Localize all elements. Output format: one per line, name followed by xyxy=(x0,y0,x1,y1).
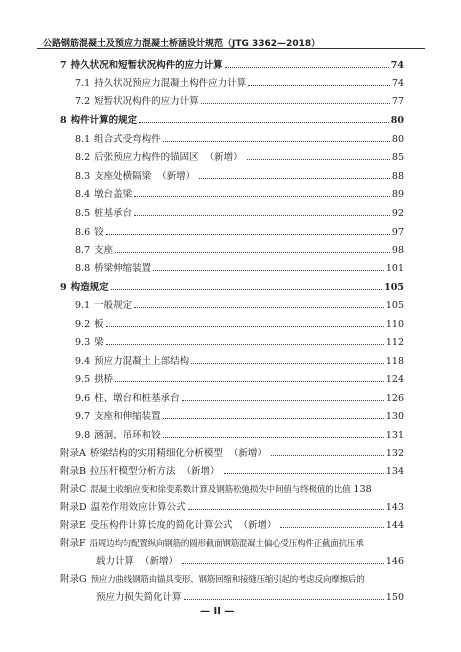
toc-entry-continuation[interactable]: 载力计算 （新增） 146 xyxy=(96,556,404,567)
toc-entry[interactable]: 8.1 组合式受弯构件 80 xyxy=(75,134,404,145)
toc-entry[interactable]: 附录C 混凝土收缩应变和徐变系数计算及钢筋松弛损失中间值与终极值的比值 138 xyxy=(60,484,372,495)
toc-entry[interactable]: 8.2 后张预应力构件的锚固区 （新增） 85 xyxy=(75,152,404,163)
page-number: — II — xyxy=(200,606,235,617)
toc-entry[interactable]: 附录D 温差作用效应计算公式 143 xyxy=(60,502,404,513)
toc-entry[interactable]: 附录B 拉压杆模型分析方法 （新增） 134 xyxy=(60,466,404,477)
toc-entry[interactable]: 7.2 短暂状况构件的应力计算 77 xyxy=(75,96,404,107)
toc-entry[interactable]: 9.4 预应力混凝土上部结构 118 xyxy=(75,356,404,367)
new-badge: （新增） xyxy=(140,556,179,567)
new-badge: （新增） xyxy=(157,171,196,182)
toc-entry[interactable]: 附录G 预应力曲线钢筋由锚具变形、钢筋回缩和接缝压缩引起的考虑反向摩擦后的 xyxy=(60,574,365,585)
toc-entry[interactable]: 9.8 涵洞、吊环和铰 131 xyxy=(75,430,404,441)
header-rule xyxy=(37,48,425,49)
toc-entry-continuation[interactable]: 预应力损失简化计算 150 xyxy=(96,592,404,603)
toc-entry[interactable]: 8.5 桩基承台 92 xyxy=(75,208,404,219)
toc-entry[interactable]: 8 构件计算的规定 80 xyxy=(60,115,404,126)
toc-entry[interactable]: 附录A 桥梁结构的实用精细化分析模型 （新增） 132 xyxy=(60,448,404,459)
toc-entry[interactable]: 附录F 沿周边均匀配置纵向钢筋的圆形截面钢筋混凝土偏心受压构件正截面抗压承 xyxy=(60,538,364,549)
toc-entry[interactable]: 7 持久状况和短暂状况构件的应力计算 74 xyxy=(60,60,404,71)
toc-entry[interactable]: 附录E 受压构件计算长度的简化计算公式 （新增） 144 xyxy=(60,520,404,531)
toc-entry[interactable]: 8.7 支座 98 xyxy=(75,245,404,256)
toc-entry[interactable]: 9.5 拱桥 124 xyxy=(75,374,404,385)
toc-entry[interactable]: 9 构造规定 105 xyxy=(60,282,404,293)
toc-entry[interactable]: 7.1 持久状况预应力混凝土构件应力计算 74 xyxy=(75,78,404,89)
toc-entry[interactable]: 9.1 一般规定 105 xyxy=(75,300,404,311)
toc-entry[interactable]: 8.3 支座处横隔梁 （新增） 88 xyxy=(75,171,404,182)
new-badge: （新增） xyxy=(204,152,243,163)
toc-entry[interactable]: 8.4 墩台盖梁 89 xyxy=(75,189,404,200)
new-badge: （新增） xyxy=(228,448,267,459)
toc-entry[interactable]: 8.8 桥梁伸缩装置 101 xyxy=(75,263,404,274)
toc-entry[interactable]: 9.7 支座和伸缩装置 130 xyxy=(75,411,404,422)
running-header: 公路钢筋混凝土及预应力混凝土桥涵设计规范（JTG 3362—2018） xyxy=(43,39,321,49)
toc-entry[interactable]: 9.6 柱、墩台和桩基承台 126 xyxy=(75,393,404,404)
toc-entry[interactable]: 9.2 板 110 xyxy=(75,319,404,330)
toc-entry[interactable]: 9.3 梁 112 xyxy=(75,337,404,348)
toc-entry[interactable]: 8.6 铰 97 xyxy=(75,227,404,238)
new-badge: （新增） xyxy=(181,466,220,477)
new-badge: （新增） xyxy=(238,520,277,531)
